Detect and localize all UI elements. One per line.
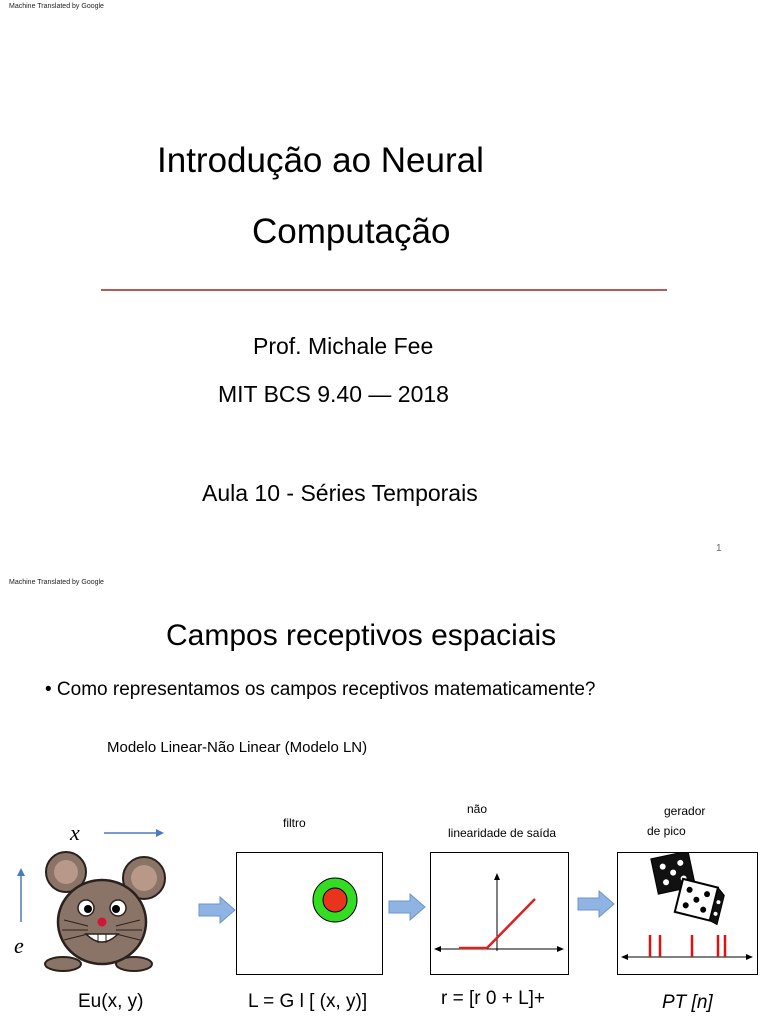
rectifier-plot-icon [431, 853, 568, 974]
watermark: Machine Translated by Google [9, 3, 104, 10]
x-axis-arrow-icon [100, 826, 170, 840]
bullet-question: • Como representamos os campos receptivos matematicamente? [45, 679, 596, 700]
lecture-title: Aula 10 - Séries Temporais [202, 480, 478, 506]
spike-generator-label-1: gerador [664, 804, 706, 818]
watermark: Machine Translated by Google [9, 579, 104, 586]
axis-x-label: x [70, 820, 80, 845]
right-arrow-icon [198, 896, 236, 924]
course: MIT BCS 9.40 — 2018 [218, 381, 449, 407]
right-arrow-icon [577, 890, 615, 918]
author: Prof. Michale Fee [253, 333, 434, 359]
caption-filter: L = G l [ (x, y)] [248, 991, 368, 1012]
title-line-1: Introdução ao Neural [157, 141, 484, 180]
y-axis-arrow-icon [14, 866, 28, 926]
slide-title: Campos receptivos espaciais [166, 619, 557, 652]
spike-generator-label-2: de pico [647, 824, 686, 838]
mouse-icon [36, 850, 172, 978]
dice-icon [618, 853, 757, 974]
nonlinearity-label-1: não [467, 802, 488, 816]
filter-label: filtro [283, 816, 306, 830]
title-line-2: Computação [252, 212, 451, 251]
caption-input: Eu(x, y) [78, 991, 144, 1012]
receptive-field-icon [237, 853, 382, 974]
nonlinearity-label-2: linearidade de saída [448, 826, 557, 840]
filter-box [236, 852, 383, 975]
axis-y-label: e [14, 933, 24, 958]
model-name: Modelo Linear-Não Linear (Modelo LN) [107, 739, 368, 756]
caption-spike: PT [n] [662, 992, 713, 1013]
title-divider [101, 289, 667, 291]
page-number: 1 [716, 543, 722, 554]
nonlinearity-box [430, 852, 569, 975]
right-arrow-icon [388, 893, 426, 921]
caption-nonlinearity: r = [r 0 + L]+ [441, 988, 546, 1009]
spike-generator-box [617, 852, 758, 975]
